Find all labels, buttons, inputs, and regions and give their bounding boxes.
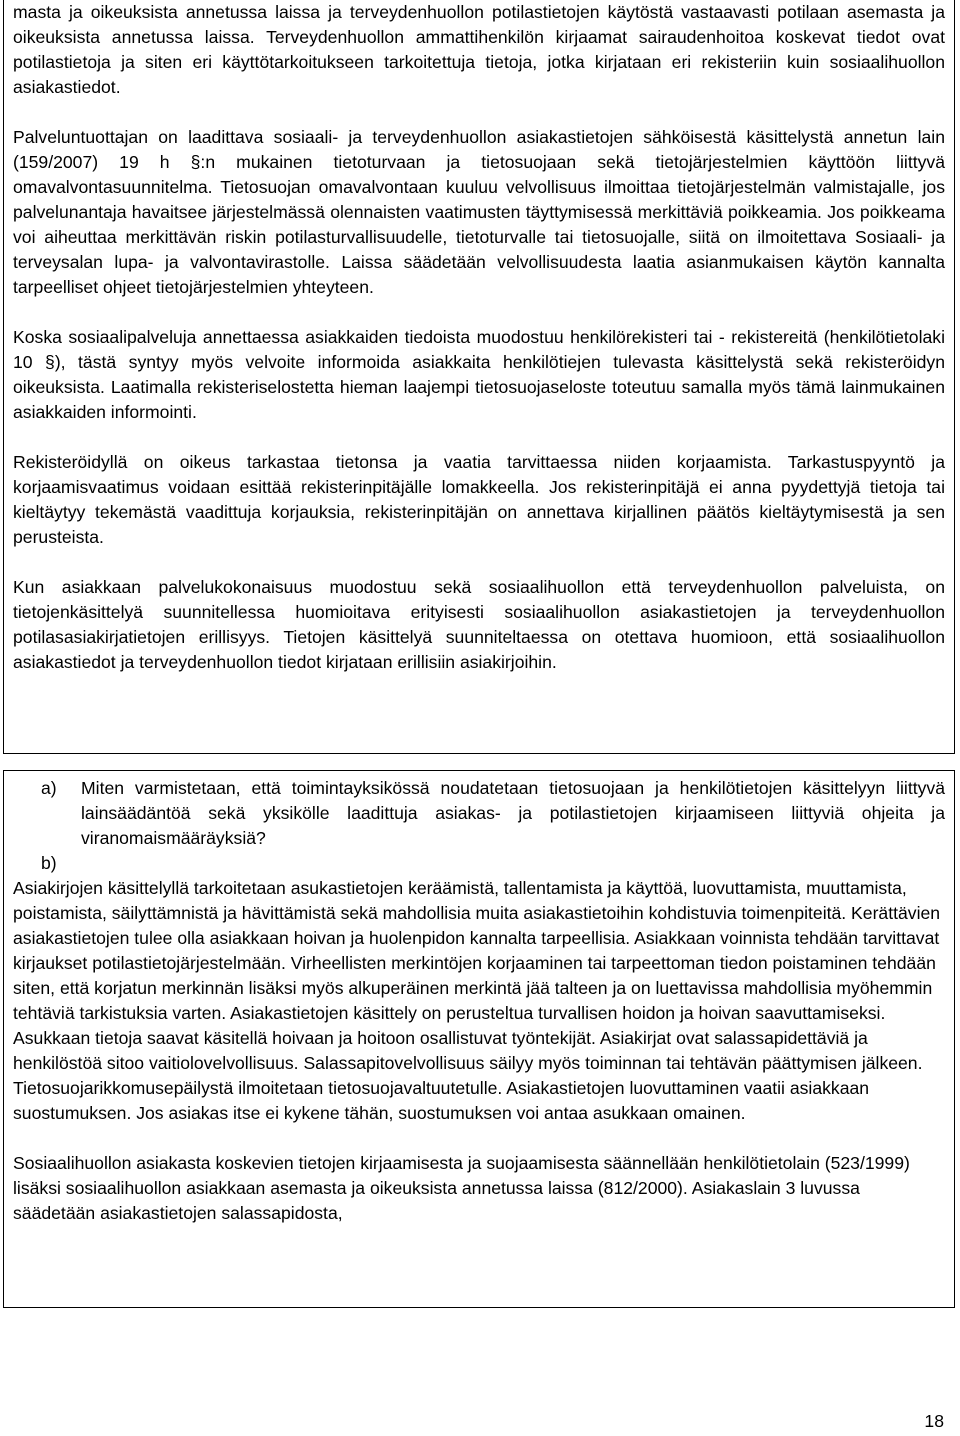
text-box-bottom [3, 770, 955, 1308]
paragraph-1: masta ja oikeuksista annetussa laissa ja terveydenhuollon potilastietojen käytöstä vastaavasti potilaan asemasta ja oikeuksista annetussa laissa. Terveydenhuollon ammattihenkilön kirjaamat sairaudenhoitoa koskevat tiedot ovat potilastietoja ja siten eri käyttötarkoitukseen tarkoitettuja tietoja, jotka kirjataan eri rekisteriin kuin sosiaalihuollon asiakastiedot. [13, 2, 945, 97]
list-marker-b: b) [41, 853, 57, 873]
paragraph-4: Rekisteröidyllä on oikeus tarkastaa tietonsa ja vaatia tarvittaessa niiden korjaamista. Tarkastuspyyntö ja korjaamisvaatimus voidaan esittää rekisterinpitäjälle lomakkeella. Jos rekisterinpitäjä ei anna pyydettyjä tietoja tai kieltäytyy tekemästä vaadittuja korjauksia, rekisterinpitäjän on annettava kirjallinen päätös kieltäytymisestä ja sen perusteista. [13, 452, 945, 547]
list-item-b [13, 851, 945, 876]
page-number: 18 [924, 1411, 944, 1431]
paragraph-6: Asiakirjojen käsittelyllä tarkoitetaan asukastietojen keräämistä, tallentamista ja käyttöä, luovuttamista, muuttamista, poistamista, säilyttämnistä ja hävittämistä sekä mahdollisia muita asiakastietoihin kohdistuvia toimenpiteitä. Kerättävien asiakastietojen tulee olla asiakkaan hoivan ja huolenpidon kannalta tarpeellisia. Asiakkaan voinnista tehdään tarvittavat kirjaukset potilastietojärjestelmään. Virheellisten merkintöjen korjaaminen tai tarpeettoman tiedon poistaminen tehdään siten, että korjatun merkinnän lisäksi myös alkuperäinen merkintä jää talteen ja on luettavissa mahdollisia myöhemmin tehtäviä tarkistuksia varten. Asiakastietojen käsittely on perusteltua turvallisen hoidon ja hoivan saavuttamiseksi. Asukkaan tietoja saavat käsitellä hoivaan ja hoitoon osallistuvat työntekijät. Asiakirjat ovat salassapidettäviä ja henkilöstöä sitoo vaitiolovelvollisuus. Salassapitovelvollisuus säilyy myös toiminnan tai tehtävän päättymisen jälkeen. Tietosuojarikkomusepäilystä ilmoitetaan tietosuojavaltuutetulle. Asiakastietojen luovuttaminen vaatii asiakkaan suostumuksen. Jos asiakas itse ei kykene tähän, suostumuksen voi antaa asukkaan omainen. [13, 878, 941, 1123]
paragraph-3: Koska sosiaalipalveluja annettaessa asiakkaiden tiedoista muodostuu henkilörekisteri tai - rekistereitä (henkilötietolaki 10 §), tästä syntyy myös velvoite informoida asiakkaita henkilötiejen tulevasta käsittelystä sekä rekisteröidyn oikeuksista. Laatimalla rekisteriselostetta hieman laajempi tietosuojaseloste toteutuu samalla myös tämä lainmukainen asiakkaiden informointi. [13, 327, 945, 422]
question-a: Miten varmistetaan, että toimintayksikössä noudatetaan tietosuojaan ja henkilötietojen käsittelyyn liittyvä lainsäädäntöä sekä yksikölle laadittuja asiakas- ja potilastietojen kirjaamiseen liittyviä ohjeita ja viranomaismääräyksiä? [81, 778, 945, 848]
list-item-a [13, 776, 945, 851]
text-box-top [3, 0, 955, 754]
paragraph-2: Palveluntuottajan on laadittava sosiaali- ja terveydenhuollon asiakastietojen sähköisestä käsittelystä annetun lain (159/2007) 19 h §:n mukainen tietoturvaan ja tietosuojaan sekä tietojärjestelmien käyttöön liittyvä omavalvontasuunnitelma. Tietosuojan omavalvontaan kuuluu velvollisuus ilmoittaa tietojärjestelmän valmistajalle, jos palvelunantaja havaitsee järjestelmässä olennaisten vaatimusten täyttymisessä merkittäviä poikkeamia. Jos poikkeama voi aiheuttaa merkittävän riskin potilasturvallisuudelle, tietoturvalle tai tietosuojalle, siitä on ilmoitettava Sosiaali- ja terveysalan lupa- ja valvontavirastolle. Laissa säädetään velvollisuudesta laatia asianmukaisen käytön kannalta tarpeelliset ohjeet tietojärjestelmien yhteyteen. [13, 127, 945, 297]
list-marker-a: a) [41, 778, 57, 798]
paragraph-5: Kun asiakkaan palvelukokonaisuus muodostuu sekä sosiaalihuollon että terveydenhuollon palveluista, on tietojenkäsittelyä suunnitellessa huomioitava erityisesti sosiaalihuollon asiakastietojen ja terveydenhuollon potilasasiakirjatietojen erillisyys. Tietojen käsittelyä suunniteltaessa on otettava huomioon, että sosiaalihuollon asiakastiedot ja terveydenhuollon tiedot kirjataan erillisiin asiakirjoihin. [13, 577, 945, 672]
paragraph-7: Sosiaalihuollon asiakasta koskevien tietojen kirjaamisesta ja suojaamisesta säännellään henkilötietolain (523/1999) lisäksi sosiaalihuollon asiakkaan asemasta ja oikeuksista annetussa laissa (812/2000). Asiakaslain 3 luvussa säädetään asiakastietojen salassapidosta, [13, 1153, 910, 1223]
